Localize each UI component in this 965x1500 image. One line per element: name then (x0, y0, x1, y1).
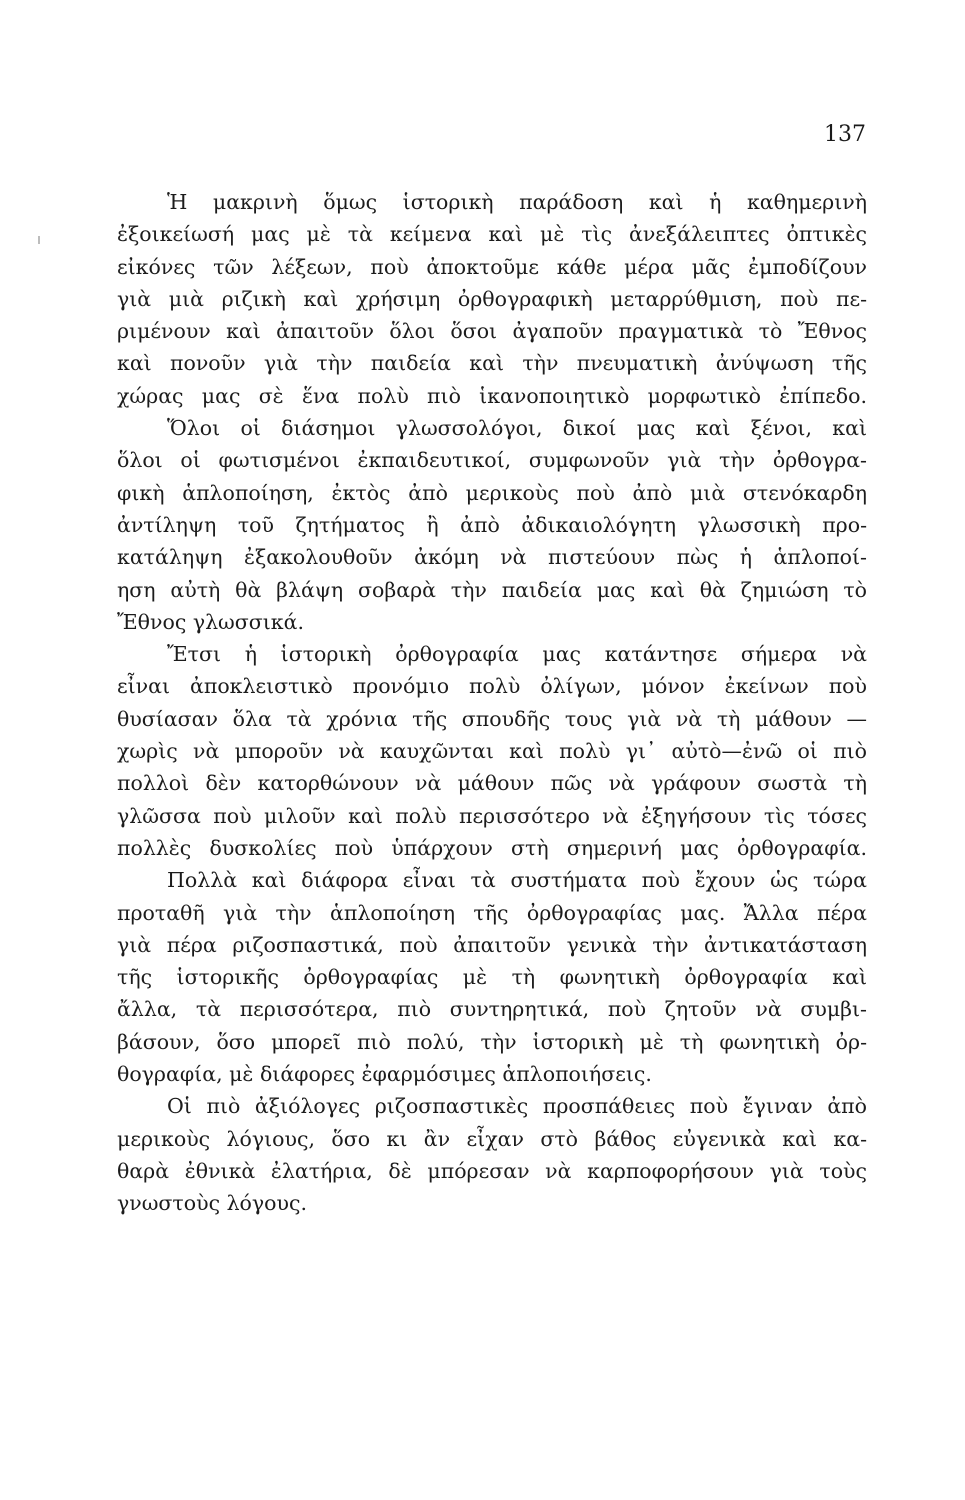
text-line: εἰκόνες τῶν λέξεων, ποὺ ἀποκτοῦμε κάθε μέρα μᾶς ἐμποδίζουν (117, 254, 867, 279)
text-line: γνωστοὺς λόγους. (117, 1191, 307, 1216)
paragraph-5 (117, 1090, 867, 1219)
text-line: ἀντίληψη τοῦ ζητήματος ἢ ἀπὸ ἀδικαιολόγητη γλωσσικὴ προ- (117, 512, 867, 537)
text-line: πολλοὶ δὲν κατορθώνουν νὰ μάθουν πῶς νὰ γράφουν σωστὰ τὴ (117, 771, 867, 796)
page-number: 137 (824, 122, 866, 147)
margin-mark (38, 236, 40, 244)
text-line: κατάληψη ἐξακολουθοῦν ἀκόμη νὰ πιστεύουν πὼς ἡ ἁπλοποί- (117, 545, 867, 570)
text-line: φικὴ ἁπλοποίηση, ἐκτὸς ἀπὸ μερικοὺς ποὺ ἀπὸ μιὰ στενόκαρδη (117, 480, 867, 505)
text-line: θογραφία, μὲ διάφορες ἐφαρμόσιμες ἁπλοποιήσεις. (117, 1062, 652, 1087)
text-line: Οἱ πιὸ ἀξιόλογες ριζοσπαστικὲς προσπάθειες ποὺ ἔγιναν ἀπὸ (167, 1094, 867, 1119)
text-line: γιὰ πέρα ριζοσπαστικά, ποὺ ἀπαιτοῦν γενικὰ τὴν ἀντικατάσταση (117, 932, 867, 957)
text-line: προταθῆ γιὰ τὴν ἁπλοποίηση τῆς ὀρθογραφίας μας. Ἄλλα πέρα (117, 900, 867, 925)
paragraph-4 (117, 864, 867, 1090)
text-line: πολλὲς δυσκολίες ποὺ ὑπάρχουν στὴ σημερινή μας ὀρθογραφία. (117, 835, 867, 860)
text-line: Πολλὰ καὶ διάφορα εἶναι τὰ συστήματα ποὺ ἔχουν ὡς τώρα (167, 868, 867, 893)
text-line: Ἔτσι ἡ ἱστορικὴ ὀρθογραφία μας κατάντησε σήμερα νὰ (167, 642, 867, 667)
text-line: θαρὰ ἐθνικὰ ἐλατήρια, δὲ μπόρεσαν νὰ καρποφορήσουν γιὰ τοὺς (117, 1158, 867, 1183)
text-line: ἐξοικείωσή μας μὲ τὰ κείμενα καὶ μὲ τὶς ἀνεξάλειπτες ὀπτικὲς (117, 222, 867, 247)
body-text (117, 186, 867, 1220)
text-line: θυσίασαν ὅλα τὰ χρόνια τῆς σπουδῆς τους γιὰ νὰ τὴ μάθουν — (117, 706, 867, 731)
text-line: γλῶσσα ποὺ μιλοῦν καὶ πολὺ περισσότερο νὰ ἐξηγήσουν τὶς τόσες (117, 803, 867, 828)
paragraph-1 (117, 186, 867, 412)
text-line: εἶναι ἀποκλειστικὸ προνόμιο πολὺ ὀλίγων, μόνον ἐκείνων ποὺ (117, 674, 867, 699)
text-line: Ὅλοι οἱ διάσημοι γλωσσολόγοι, δικοί μας καὶ ξένοι, καὶ (167, 416, 867, 441)
text-line: ὅλοι οἱ φωτισμένοι ἐκπαιδευτικοί, συμφωνοῦν γιὰ τὴν ὀρθογρα- (117, 448, 867, 473)
text-line: χώρας μας σὲ ἕνα πολὺ πιὸ ἱκανοποιητικὸ μορφωτικὸ ἐπίπεδο. (117, 383, 867, 408)
text-line: ριμένουν καὶ ἀπαιτοῦν ὅλοι ὅσοι ἀγαποῦν πραγματικὰ τὸ Ἔθνος (117, 319, 867, 344)
paragraph-3 (117, 638, 867, 864)
text-line: καὶ πονοῦν γιὰ τὴν παιδεία καὶ τὴν πνευματικὴ ἀνύψωση τῆς (117, 351, 867, 376)
paragraph-2 (117, 412, 867, 638)
text-line: τῆς ἱστορικῆς ὀρθογραφίας μὲ τὴ φωνητικὴ ὀρθογραφία καὶ (117, 965, 867, 990)
text-line: γιὰ μιὰ ριζικὴ καὶ χρήσιμη ὀρθογραφικὴ μεταρρύθμιση, ποὺ πε- (117, 286, 867, 311)
text-line: Ἡ μακρινὴ ὅμως ἱστορικὴ παράδοση καὶ ἡ καθημερινὴ (167, 190, 867, 214)
text-line: ηση αὐτὴ θὰ βλάψη σοβαρὰ τὴν παιδεία μας καὶ θὰ ζημιώση τὸ (117, 577, 867, 602)
text-line: Ἔθνος γλωσσικά. (117, 609, 304, 634)
text-line: βάσουν, ὅσο μπορεῖ πιὸ πολύ, τὴν ἱστορικὴ μὲ τὴ φωνητικὴ ὀρ- (117, 1029, 867, 1054)
text-line: χωρὶς νὰ μποροῦν νὰ καυχῶνται καὶ πολὺ γι᾿ αὐτὸ—ἐνῶ οἱ πιὸ (117, 739, 867, 764)
text-line: μερικοὺς λόγιους, ὅσο κι ἂν εἶχαν στὸ βάθος εὐγενικὰ καὶ κα- (117, 1126, 867, 1151)
text-line: ἄλλα, τὰ περισσότερα, πιὸ συντηρητικά, ποὺ ζητοῦν νὰ συμβι- (117, 997, 867, 1022)
